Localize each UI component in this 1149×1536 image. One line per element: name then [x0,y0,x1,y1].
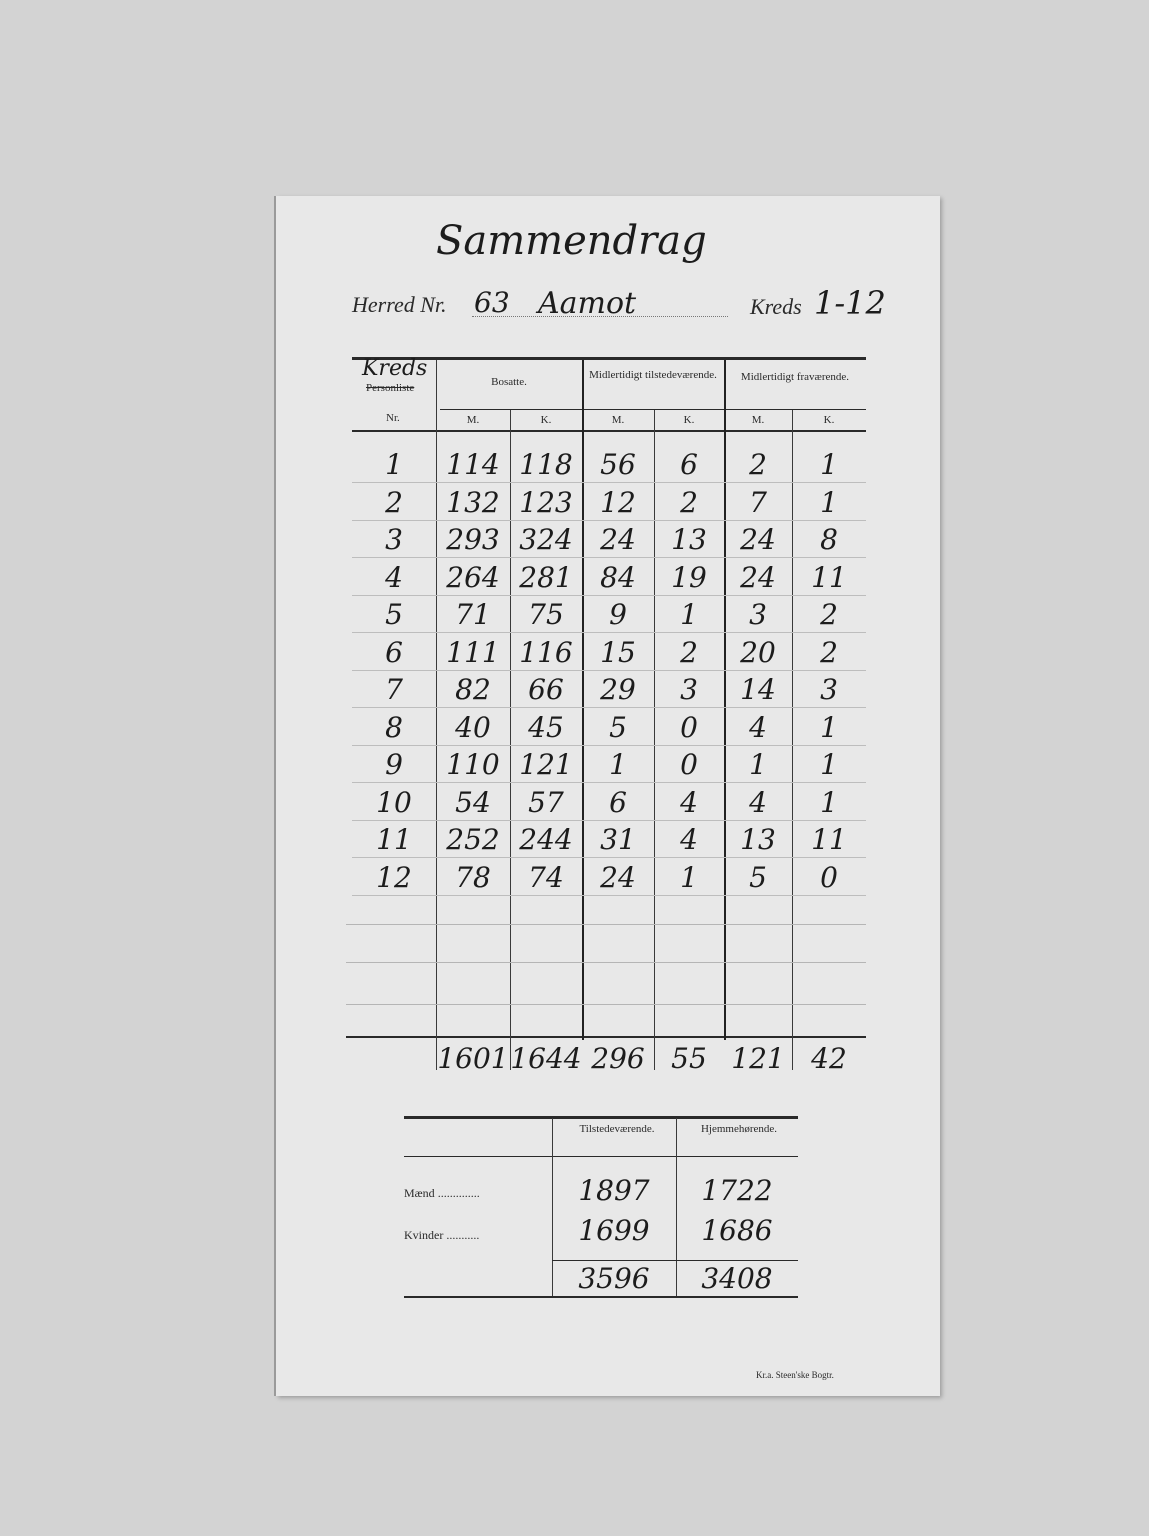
table-cell: 4 [749,785,767,819]
table-cell: 78 [455,860,491,894]
table-cell: 11 [811,823,847,856]
table-cell: 2 [820,598,838,631]
row-kreds-number: 1 [385,448,403,481]
table-cell: 111 [446,635,500,669]
kvinder-text: Kvinder [404,1228,444,1242]
summary-subtotal-rule [552,1260,798,1261]
summary-total-hjemme: 3408 [701,1262,773,1295]
table-cell: 19 [671,560,707,594]
row-line [352,782,866,783]
herred-label: Herred Nr. [352,292,447,317]
main-table-subhead-rule [440,409,866,410]
sub-m: M. [466,414,480,426]
printer-imprint: Kr.a. Steen'ske Bogtr. [756,1370,834,1380]
table-cell: 5 [609,710,627,744]
table-cell: 11 [811,560,847,594]
table-cell: 1 [680,598,698,631]
form-title: Sammendrag [436,218,707,264]
row-kreds-number: 10 [376,785,412,819]
sub-m: M. [611,414,625,426]
row-line [352,557,866,558]
summary-row-maend-label [404,1186,480,1201]
main-table-head-rule [352,430,866,432]
row-kreds-number: 11 [376,823,412,856]
table-cell: 45 [528,710,564,744]
table-cell: 24 [740,523,776,556]
herred-dotted-line [472,316,728,317]
leader-dots: ........... [446,1228,480,1242]
table-cell: 74 [528,860,564,894]
table-cell: 12 [600,485,636,519]
table-cell: 6 [609,785,627,819]
empty-row-line [346,924,866,925]
table-cell: 1 [820,448,838,481]
col0-handwritten: Kreds [362,356,428,381]
row-line [352,820,866,821]
table-cell: 118 [519,448,573,481]
table-cell: 8 [820,523,838,556]
table-cell: 14 [740,673,776,706]
leader-dots: .............. [437,1186,480,1200]
summary-head-rule [404,1156,798,1157]
sub-k: K. [540,414,552,426]
table-cell: 5 [749,860,767,894]
table-cell: 66 [528,673,564,706]
table-cell: 3 [820,673,838,706]
table-cell: 110 [446,748,500,781]
table-cell: 6 [680,448,698,481]
col0-sub-label: Nr. [386,412,400,424]
row-line [352,745,866,746]
table-cell: 132 [446,485,500,519]
table-cell: 15 [600,635,636,669]
sub-k: K. [683,414,695,426]
table-cell: 56 [600,448,636,481]
table-cell: 252 [446,823,500,856]
table-cell: 24 [740,560,776,594]
table-cell: 2 [749,448,767,481]
herred-name: Aamot [538,286,637,321]
table-cell: 4 [680,823,698,856]
row-kreds-number: 8 [385,710,403,744]
row-kreds-number: 4 [385,560,403,594]
table-cell: 9 [609,598,627,631]
row-line [352,482,866,483]
table-cell: 0 [820,860,838,894]
table-cell: 7 [749,485,767,519]
total-cell: 55 [671,1042,707,1075]
sub-m: M. [751,414,765,426]
table-cell: 4 [749,710,767,744]
table-cell: 4 [680,785,698,819]
table-cell: 84 [600,560,636,594]
row-line [352,857,866,858]
main-table-top-rule [352,357,866,360]
table-cell: 1 [680,860,698,894]
summary-col-hjemme: Hjemmehørende. [700,1123,778,1135]
table-cell: 114 [446,448,500,481]
summary-maend-tilstede: 1897 [578,1174,650,1207]
empty-row-line [346,962,866,963]
maend-text: Mænd [404,1186,435,1200]
row-line [352,895,866,896]
table-cell: 71 [455,598,491,631]
table-cell: 123 [519,485,573,519]
row-kreds-number: 5 [385,598,403,631]
row-kreds-number: 3 [385,523,403,556]
table-cell: 3 [680,673,698,706]
table-cell: 1 [749,748,767,781]
empty-row-line [346,1004,866,1005]
summary-top-rule [404,1116,798,1119]
table-cell: 1 [820,748,838,781]
table-cell: 13 [671,523,707,556]
table-cell: 293 [446,523,500,556]
table-cell: 40 [455,710,491,744]
summary-maend-hjemme: 1722 [701,1174,773,1207]
table-cell: 1 [820,485,838,519]
main-table-bottom-rule [346,1036,866,1038]
table-cell: 264 [446,560,500,594]
table-cell: 24 [600,860,636,894]
total-cell: 121 [731,1042,785,1075]
table-cell: 1 [820,710,838,744]
table-cell: 2 [680,485,698,519]
row-kreds-number: 7 [385,673,403,706]
summary-col-tilstede: Tilstedeværende. [579,1123,655,1135]
table-cell: 1 [820,785,838,819]
table-cell: 2 [680,635,698,669]
total-cell: 296 [591,1042,645,1075]
table-cell: 31 [600,823,636,856]
table-cell: 244 [519,823,573,856]
form-sheet [276,196,940,1396]
row-line [352,520,866,521]
table-cell: 3 [749,598,767,631]
table-cell: 57 [528,785,564,819]
herred-number: 63 [474,286,510,319]
row-kreds-number: 12 [376,860,412,894]
total-cell: 1644 [510,1042,582,1075]
table-cell: 75 [528,598,564,631]
kreds-value: 1-12 [814,284,886,322]
table-cell: 13 [740,823,776,856]
row-kreds-number: 9 [385,748,403,781]
table-cell: 116 [519,635,573,669]
summary-kvinder-hjemme: 1686 [701,1214,773,1247]
table-cell: 0 [680,748,698,781]
row-line [352,670,866,671]
row-line [352,632,866,633]
table-cell: 24 [600,523,636,556]
table-cell: 54 [455,785,491,819]
group-tilstede: Midlertidigt tilstedeværende. [589,369,717,381]
summary-kvinder-tilstede: 1699 [578,1214,650,1247]
table-cell: 0 [680,710,698,744]
total-cell: 1601 [437,1042,509,1075]
table-cell: 82 [455,673,491,706]
table-cell: 324 [519,523,573,556]
summary-total-tilstede: 3596 [578,1262,650,1295]
row-kreds-number: 6 [385,635,403,669]
table-cell: 20 [740,635,776,669]
total-cell: 42 [811,1042,847,1075]
row-kreds-number: 2 [385,485,403,519]
table-cell: 121 [519,748,573,781]
table-cell: 281 [519,560,573,594]
sub-k: K. [823,414,835,426]
kreds-label: Kreds [750,294,802,319]
table-cell: 29 [600,673,636,706]
group-fravaerende: Midlertidigt fraværende. [740,371,850,383]
row-line [352,707,866,708]
summary-row-kvinder-label [404,1228,479,1243]
row-line [352,595,866,596]
group-bosatte: Bosatte. [491,376,527,388]
col0-struck-label: Personliste [366,382,415,394]
table-cell: 1 [609,748,627,781]
summary-bottom-rule [404,1296,798,1298]
table-cell: 2 [820,635,838,669]
